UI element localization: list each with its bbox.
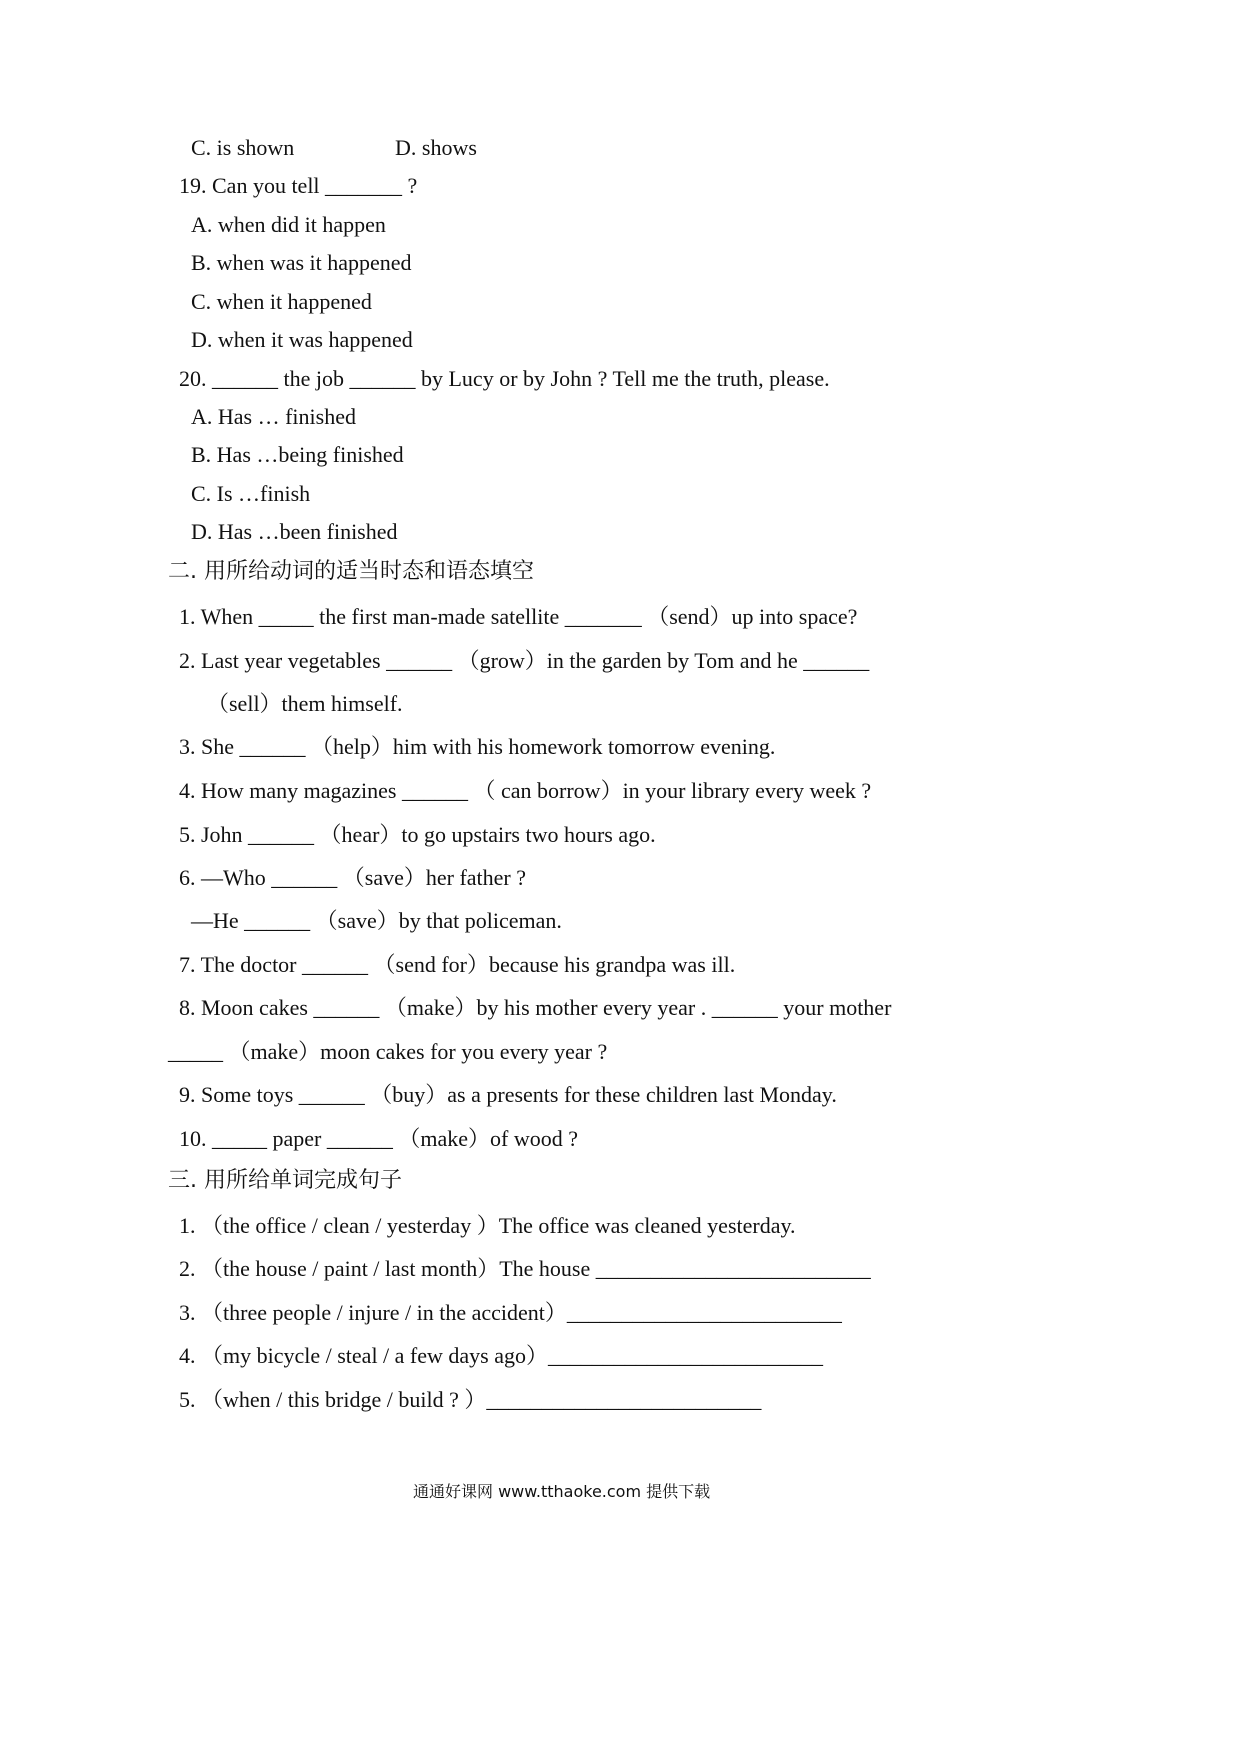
section-3-heading: 三. 用所给单词完成句子 [168, 1168, 402, 1193]
s2-item-3: 3. She ______ （help）him with his homework tomorrow evening. [179, 734, 776, 759]
q20-option-a: A. Has … finished [191, 404, 356, 429]
s2-item-5: 5. John ______ （hear）to go upstairs two hours ago. [179, 822, 656, 847]
s3-item-2: 2. （the house / paint / last month）The house _________________________ [179, 1256, 871, 1281]
footer-source: 通通好课网 www.tthaoke.com 提供下载 [413, 1482, 711, 1501]
q20-option-d: D. Has …been finished [191, 519, 398, 544]
s2-item-6: 6. —Who ______ （save）her father ? [179, 865, 527, 890]
s2-item-6-reply: —He ______ （save）by that policeman. [191, 908, 562, 933]
s2-item-4: 4. How many magazines ______ （ can borrow）in your library every week ? [179, 778, 872, 803]
s3-item-4: 4. （my bicycle / steal / a few days ago）_________________________ [179, 1343, 824, 1368]
s2-item-1: 1. When _____ the first man-made satellite _______ （send）up into space? [179, 604, 858, 629]
q19-option-c: C. when it happened [191, 289, 372, 314]
q19-option-b: B. when was it happened [191, 250, 412, 275]
s2-item-2-cont: （sell）them himself. [207, 691, 403, 716]
s2-item-10: 10. _____ paper ______ （make）of wood ? [179, 1126, 578, 1151]
s2-item-7: 7. The doctor ______ （send for）because his grandpa was ill. [179, 952, 736, 977]
q18-option-d: D. shows [395, 135, 477, 160]
s3-item-1: 1. （the office / clean / yesterday ）The office was cleaned yesterday. [179, 1213, 796, 1238]
q19-option-a: A. when did it happen [191, 212, 386, 237]
q19-stem: 19. Can you tell _______ ? [179, 173, 418, 198]
s2-item-9: 9. Some toys ______ （buy）as a presents for these children last Monday. [179, 1082, 837, 1107]
s2-item-8: 8. Moon cakes ______ （make）by his mother every year . ______ your mother [179, 995, 892, 1020]
s2-item-8-cont: _____ （make）moon cakes for you every year ? [168, 1039, 608, 1064]
s3-item-3: 3. （three people / injure / in the accident）_________________________ [179, 1300, 842, 1325]
q20-option-b: B. Has …being finished [191, 442, 404, 467]
q19-option-d: D. when it was happened [191, 327, 413, 352]
s2-item-2: 2. Last year vegetables ______ （grow）in the garden by Tom and he ______ [179, 648, 870, 673]
s3-item-5: 5. （when / this bridge / build ? ）_________________________ [179, 1387, 762, 1412]
q18-option-c: C. is shown [191, 135, 295, 160]
q20-stem: 20. ______ the job ______ by Lucy or by John ? Tell me the truth, please. [179, 366, 830, 391]
section-2-heading: 二. 用所给动词的适当时态和语态填空 [168, 559, 534, 584]
q20-option-c: C. Is …finish [191, 481, 311, 506]
